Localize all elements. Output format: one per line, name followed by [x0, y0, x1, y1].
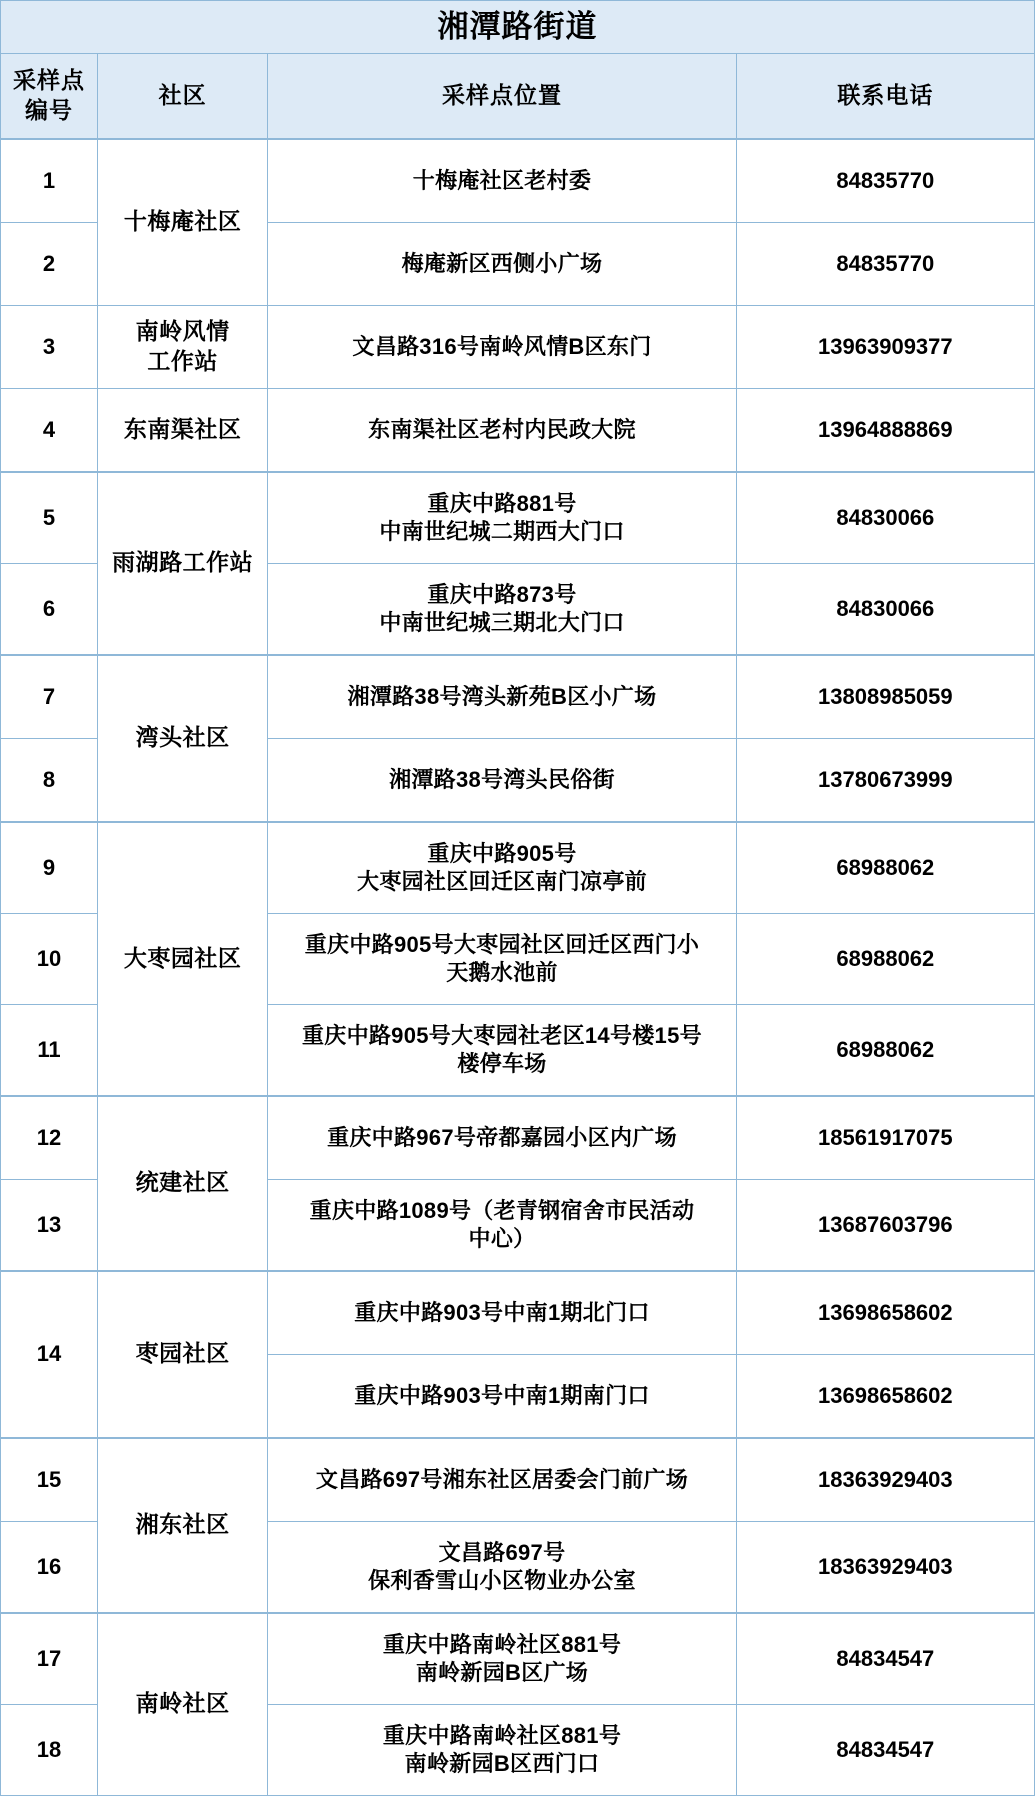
cell-sample-point-id: 6 [1, 563, 98, 655]
cell-phone: 13687603796 [736, 1179, 1034, 1271]
cell-sample-point-id: 17 [1, 1613, 98, 1705]
cell-location [268, 1179, 736, 1271]
location-line: 十梅庵社区老村委 [412, 167, 592, 193]
cell-location [268, 655, 736, 739]
column-header-location: 采样点位置 [268, 53, 736, 139]
cell-sample-point-id: 4 [1, 388, 98, 472]
location-line: 重庆中路903号中南1期北门口 [354, 1299, 650, 1325]
cell-sample-point-id: 2 [1, 222, 98, 305]
table-row [1, 1613, 1035, 1705]
table-header-row [1, 53, 1035, 139]
cell-community: 统建社区 [98, 1096, 268, 1271]
cell-community: 湾头社区 [98, 655, 268, 822]
cell-location [268, 1354, 736, 1438]
cell-sample-point-id: 12 [1, 1096, 98, 1180]
page-title: 湘潭路街道 [1, 1, 1035, 54]
column-header-id-line2: 编号 [25, 96, 74, 123]
cell-location [268, 1271, 736, 1355]
location-line: 重庆中路873号 [427, 581, 577, 607]
location-line: 南岭新园B区西门口 [404, 1750, 600, 1776]
table-row [1, 472, 1035, 564]
cell-location [268, 1004, 736, 1096]
cell-phone: 84834547 [736, 1704, 1034, 1795]
location-line: 重庆中路881号 [427, 490, 577, 516]
cell-community: 大枣园社区 [98, 822, 268, 1096]
location-line: 湘潭路38号湾头民俗街 [389, 766, 615, 792]
document-title-row [1, 1, 1035, 54]
location-line: 湘潭路38号湾头新苑B区小广场 [347, 683, 657, 709]
location-line: 重庆中路1089号（老青钢宿舍市民活动 [309, 1197, 695, 1223]
cell-location [268, 913, 736, 1004]
table-row [1, 1096, 1035, 1180]
location-line: 中南世纪城三期北大门口 [379, 609, 625, 635]
cell-phone: 84834547 [736, 1613, 1034, 1705]
cell-sample-point-id: 1 [1, 139, 98, 223]
cell-location [268, 1521, 736, 1613]
cell-phone: 13963909377 [736, 305, 1034, 388]
table-row [1, 139, 1035, 223]
location-line: 大枣园社区回迁区南门凉亭前 [357, 868, 647, 894]
cell-sample-point-id: 16 [1, 1521, 98, 1613]
cell-community: 枣园社区 [98, 1271, 268, 1438]
cell-location [268, 822, 736, 914]
cell-phone: 13808985059 [736, 655, 1034, 739]
cell-location [268, 305, 736, 388]
location-line: 南岭新园B区广场 [415, 1659, 589, 1685]
cell-phone: 18363929403 [736, 1438, 1034, 1522]
table-row [1, 1271, 1035, 1355]
cell-phone: 84830066 [736, 563, 1034, 655]
location-line: 中南世纪城二期西大门口 [379, 518, 625, 544]
community-line: 南岭风情 [135, 318, 230, 345]
location-line: 重庆中路967号帝都嘉园小区内广场 [327, 1124, 677, 1150]
cell-sample-point-id: 11 [1, 1004, 98, 1096]
cell-phone: 18363929403 [736, 1521, 1034, 1613]
location-line: 重庆中路南岭社区881号 [382, 1631, 622, 1657]
cell-sample-point-id: 9 [1, 822, 98, 914]
column-header-phone: 联系电话 [736, 53, 1034, 139]
cell-phone: 68988062 [736, 822, 1034, 914]
table-row [1, 388, 1035, 472]
cell-phone: 18561917075 [736, 1096, 1034, 1180]
cell-sample-point-id: 3 [1, 305, 98, 388]
cell-location [268, 139, 736, 223]
cell-sample-point-id: 18 [1, 1704, 98, 1795]
table-row [1, 305, 1035, 388]
cell-phone: 84835770 [736, 222, 1034, 305]
location-line: 重庆中路905号 [427, 840, 577, 866]
cell-location [268, 563, 736, 655]
location-line: 重庆中路905号大枣园社区回迁区西门小 [304, 931, 700, 957]
location-line: 天鹅水池前 [446, 959, 558, 985]
location-line: 梅庵新区西侧小广场 [401, 250, 603, 276]
cell-location [268, 222, 736, 305]
cell-location [268, 1438, 736, 1522]
location-line: 东南渠社区老村内民政大院 [368, 416, 636, 442]
column-header-community: 社区 [98, 53, 268, 139]
cell-phone: 13780673999 [736, 738, 1034, 822]
cell-location [268, 1613, 736, 1705]
cell-community: 湘东社区 [98, 1438, 268, 1613]
cell-phone: 13698658602 [736, 1271, 1034, 1355]
cell-sample-point-id: 10 [1, 913, 98, 1004]
location-line: 楼停车场 [457, 1050, 547, 1076]
cell-phone: 68988062 [736, 913, 1034, 1004]
cell-phone: 84830066 [736, 472, 1034, 564]
cell-sample-point-id: 7 [1, 655, 98, 739]
cell-sample-point-id: 8 [1, 738, 98, 822]
column-header-id [1, 53, 98, 139]
cell-phone: 13698658602 [736, 1354, 1034, 1438]
cell-location [268, 738, 736, 822]
location-line: 中心） [468, 1225, 536, 1251]
cell-community: 十梅庵社区 [98, 139, 268, 306]
cell-phone: 68988062 [736, 1004, 1034, 1096]
location-line: 重庆中路903号中南1期南门口 [354, 1382, 650, 1408]
location-line: 文昌路697号湘东社区居委会门前广场 [315, 1466, 689, 1492]
column-header-id-line1: 采样点 [13, 67, 86, 94]
location-line: 文昌路316号南岭风情B区东门 [352, 333, 652, 359]
cell-location [268, 388, 736, 472]
location-line: 重庆中路南岭社区881号 [382, 1722, 622, 1748]
location-line: 文昌路697号 [438, 1539, 566, 1565]
cell-sample-point-id: 13 [1, 1179, 98, 1271]
cell-community [98, 305, 268, 388]
cell-phone: 84835770 [736, 139, 1034, 223]
cell-location [268, 1704, 736, 1795]
cell-sample-point-id: 5 [1, 472, 98, 564]
cell-phone: 13964888869 [736, 388, 1034, 472]
table-row [1, 1438, 1035, 1522]
location-line: 保利香雪山小区物业办公室 [368, 1567, 636, 1593]
cell-location [268, 1096, 736, 1180]
table-row [1, 655, 1035, 739]
cell-community: 南岭社区 [98, 1613, 268, 1796]
cell-sample-point-id: 15 [1, 1438, 98, 1522]
community-line: 工作站 [147, 347, 218, 374]
table-row [1, 822, 1035, 914]
cell-location [268, 472, 736, 564]
cell-sample-point-id: 14 [1, 1271, 98, 1438]
cell-community: 东南渠社区 [98, 388, 268, 472]
cell-community: 雨湖路工作站 [98, 472, 268, 655]
location-line: 重庆中路905号大枣园社老区14号楼15号 [301, 1022, 702, 1048]
